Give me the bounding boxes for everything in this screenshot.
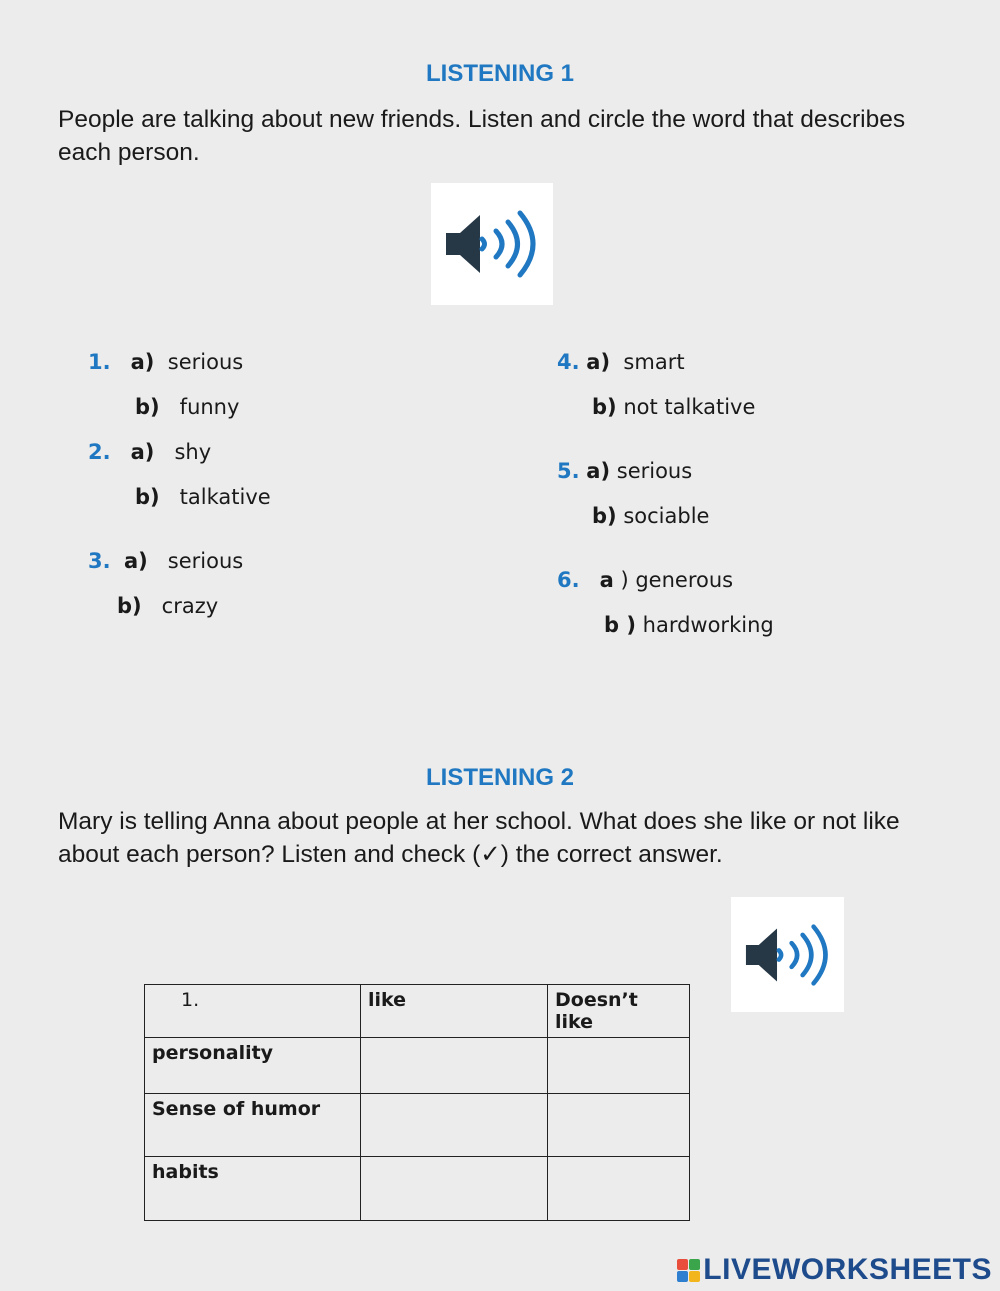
table-row-label: habits bbox=[145, 1157, 361, 1221]
speaker-icon bbox=[741, 923, 835, 987]
question-2-option-a[interactable] bbox=[88, 440, 211, 464]
answer-cell-like[interactable] bbox=[361, 1038, 548, 1094]
answer-cell-like[interactable] bbox=[361, 1157, 548, 1221]
option-text: crazy bbox=[161, 594, 219, 618]
question-1-option-a[interactable] bbox=[88, 350, 243, 374]
option-text: shy bbox=[174, 440, 212, 464]
question-5-option-b[interactable] bbox=[592, 504, 709, 528]
speaker-icon bbox=[442, 209, 542, 279]
listening-1-instruction: People are talking about new friends. Listen and circle the word that describes each person. bbox=[58, 106, 906, 166]
table-header-doesnt-like: Doesn’t like bbox=[548, 985, 690, 1038]
question-2-option-b[interactable] bbox=[135, 485, 271, 509]
answer-cell-doesnt-like[interactable] bbox=[548, 1094, 690, 1157]
option-text: smart bbox=[623, 350, 685, 374]
option-label: a) bbox=[130, 440, 155, 464]
question-4-option-b[interactable] bbox=[592, 395, 755, 419]
listening-2-instruction: Mary is telling Anna about people at her school. What does she like or not like about each person? Listen and check (✓) the correct answer. bbox=[58, 808, 900, 868]
table-row bbox=[145, 1094, 690, 1157]
option-label: a) bbox=[586, 459, 611, 483]
option-label: b) bbox=[592, 504, 617, 528]
question-1-option-b[interactable] bbox=[135, 395, 239, 419]
option-label: a) bbox=[586, 350, 611, 374]
answer-cell-doesnt-like[interactable] bbox=[548, 1157, 690, 1221]
option-text: ) generous bbox=[620, 568, 734, 592]
question-number: 5. bbox=[557, 459, 580, 483]
table-row bbox=[145, 1157, 690, 1221]
question-number: 3. bbox=[88, 549, 111, 573]
table-header-number: 1. bbox=[145, 985, 361, 1038]
question-number: 2. bbox=[88, 440, 111, 464]
logo-blocks-icon bbox=[677, 1259, 700, 1282]
option-label: a) bbox=[130, 350, 155, 374]
option-text: sociable bbox=[623, 504, 710, 528]
question-3-option-a[interactable] bbox=[88, 549, 243, 573]
option-label: a) bbox=[123, 549, 148, 573]
listening-2-title: LISTENING 2 bbox=[425, 764, 575, 791]
question-4-option-a[interactable] bbox=[557, 350, 685, 374]
option-label: b) bbox=[117, 594, 142, 618]
question-6-option-b[interactable] bbox=[604, 613, 774, 637]
table-header-like: like bbox=[361, 985, 548, 1038]
option-label: a bbox=[599, 568, 614, 592]
option-text: serious bbox=[616, 459, 693, 483]
question-number: 6. bbox=[557, 568, 580, 592]
option-text: not talkative bbox=[623, 395, 756, 419]
option-label: b) bbox=[135, 395, 160, 419]
option-label: b) bbox=[592, 395, 617, 419]
audio-play-button-2[interactable] bbox=[731, 897, 844, 1012]
answer-cell-doesnt-like[interactable] bbox=[548, 1038, 690, 1094]
question-3-option-b[interactable] bbox=[117, 594, 218, 618]
table-header-row bbox=[145, 985, 690, 1038]
table-row-label: personality bbox=[145, 1038, 361, 1094]
liveworksheets-logo[interactable] bbox=[677, 1253, 992, 1287]
table-row bbox=[145, 1038, 690, 1094]
option-text: serious bbox=[167, 549, 244, 573]
question-number: 4. bbox=[557, 350, 580, 374]
question-5-option-a[interactable] bbox=[557, 459, 692, 483]
table-row-label: Sense of humor bbox=[145, 1094, 361, 1157]
listening-1-title: LISTENING 1 bbox=[425, 60, 575, 87]
question-6-option-a[interactable] bbox=[557, 568, 733, 592]
option-text: serious bbox=[167, 350, 244, 374]
audio-play-button-1[interactable] bbox=[431, 183, 553, 305]
option-text: funny bbox=[179, 395, 240, 419]
option-label: b ) bbox=[604, 613, 636, 637]
option-text: talkative bbox=[179, 485, 271, 509]
option-text: hardworking bbox=[642, 613, 774, 637]
option-label: b) bbox=[135, 485, 160, 509]
question-number: 1. bbox=[88, 350, 111, 374]
answer-cell-like[interactable] bbox=[361, 1094, 548, 1157]
answer-table bbox=[144, 984, 690, 1221]
brand-name: LIVEWORKSHEETS bbox=[703, 1253, 992, 1286]
